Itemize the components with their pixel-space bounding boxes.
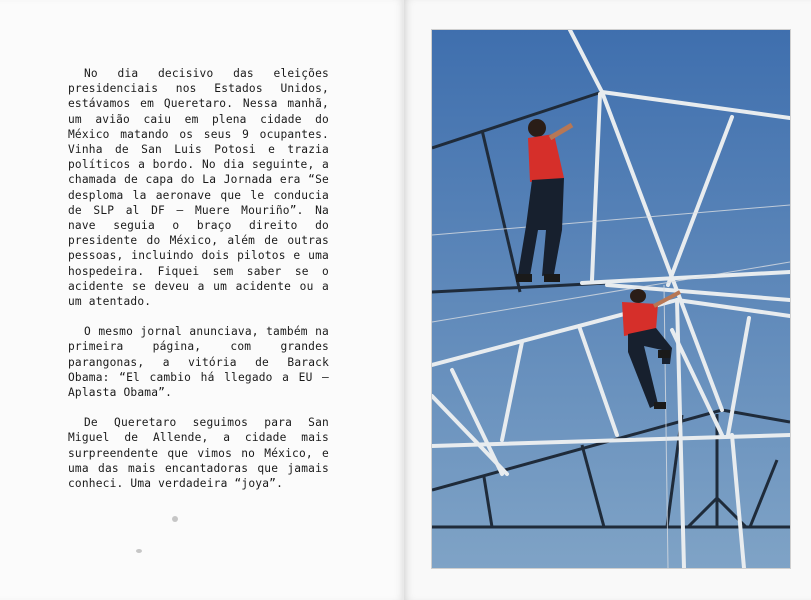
paragraph-3: De Queretaro seguimos para San Miguel de Allende, a cidade mais surpreendente que vimos no México, e uma das mais encantadoras que jamais conheci. Uma verdadeira “joya”. [68,416,329,491]
photo-workers-on-steel-frame [431,29,791,569]
paragraph-2: O mesmo jornal anunciava, também na primeira página, com grandes parangonas, a vitória de Barack Obama: “El cambio há llegado a EU – Aplasta Obama”. [68,325,329,400]
ink-smudge [136,549,142,553]
ink-smudge [172,516,178,522]
photo-illustration [432,30,790,568]
body-text [68,66,329,491]
paragraph-1: No dia decisivo das eleições presidenciais nos Estados Unidos, estávamos em Queretaro. Nessa manhã, um avião caiu em plena cidade do México matando os seus 9 ocupantes. Vinha de San Luis Potosi e trazia políticos a bordo. No dia seguinte, a chamada de capa do La Jornada era “Se desploma la aeronave que le conducia de SLP al DF – Muere Mouriño”. Na nave seguia o braço direito do presidente do México, além de outras pessoas, incluindo dois pilotos e uma hospedeira. Fiquei sem saber se o acidente se deveu a um acidente ou a um atentado. [68,67,329,309]
left-page [0,0,404,600]
